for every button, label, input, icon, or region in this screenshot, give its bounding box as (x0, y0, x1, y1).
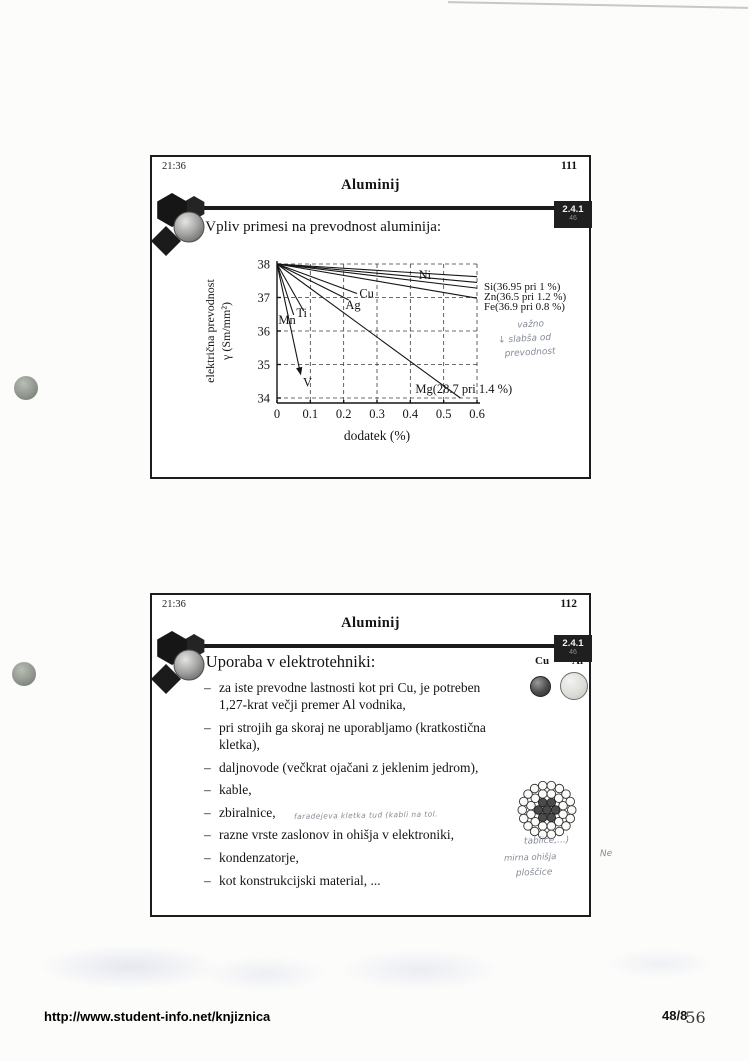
handwritten-note-conductivity (497, 315, 599, 362)
svg-text:Cu: Cu (359, 286, 374, 301)
list-item: – razne vrste zaslonov in ohišja v elektroniki, (204, 827, 455, 843)
slide-number: 112 (560, 598, 577, 610)
badge-number: 2.4.1 (562, 204, 584, 215)
al-wire-cross-section (560, 672, 588, 700)
svg-text:34: 34 (257, 391, 270, 406)
svg-text:Ag: Ag (345, 298, 361, 313)
svg-text:35: 35 (257, 358, 270, 372)
handwritten-line: važno (516, 319, 545, 331)
handwritten-note: tablice,...) (523, 835, 570, 847)
scan-smudge-artifact (0, 922, 750, 1007)
svg-text:Mg(28.7 pri 1.4 %): Mg(28.7 pri 1.4 %) (415, 381, 513, 396)
bullet-text: Uporaba v elektrotehniki: (205, 652, 376, 671)
svg-text:0.1: 0.1 (302, 407, 319, 421)
svg-text:36: 36 (257, 324, 270, 339)
badge-subnumber: 46 (569, 649, 577, 656)
svg-text:0.2: 0.2 (335, 407, 352, 421)
footer-url: http://www.student-info.net/knjiznica (44, 1009, 271, 1024)
handwritten-line: ↓ slabša od (497, 332, 552, 346)
hole-punch-top (14, 376, 38, 400)
bullet-text: Vpliv primesi na prevodnost aluminija: (205, 219, 442, 235)
svg-text:0: 0 (273, 407, 281, 421)
title-rule (204, 206, 584, 210)
svg-text:0.3: 0.3 (369, 407, 385, 421)
section-badge (554, 635, 592, 662)
cu-wire-cross-section (530, 676, 551, 697)
list-item: – zbiralnice, (204, 804, 276, 820)
scan-edge-artifact (448, 1, 748, 19)
svg-text:37: 37 (257, 291, 270, 305)
slide-time: 21:36 (162, 161, 186, 172)
footer-page-indicator (662, 1008, 706, 1027)
handwritten-note: Ne (599, 848, 613, 860)
svg-text:0.6: 0.6 (469, 407, 485, 421)
list-item: – pri strojih ga skoraj ne uporabljamo (kratkostična kletka), (204, 719, 486, 752)
svg-text:Ti: Ti (296, 305, 308, 320)
handwritten-note: mirna ohišja (503, 852, 557, 864)
svg-text:Si(36.95 pri 1 %): Si(36.95 pri 1 %) (484, 280, 561, 293)
svg-text:Ni: Ni (418, 268, 432, 283)
list-item: – za iste prevodne lastnosti kot pri Cu, je potreben 1,27-krat večji premer Al vodnika, (204, 680, 481, 713)
handwritten-note-faraday: faradejeva kletka tud (kabli na tol. (293, 809, 438, 822)
hole-punch-bottom (12, 662, 36, 686)
cu-label: Cu (535, 655, 550, 667)
svg-text:0.4: 0.4 (402, 407, 419, 421)
title-rule (204, 644, 584, 648)
svg-text:V: V (303, 375, 313, 390)
list-item: – kot konstrukcijski material, ... (204, 872, 381, 888)
slide-112 (150, 593, 591, 917)
svg-text:Fe(36.9 pri 0.8 %): Fe(36.9 pri 0.8 %) (484, 300, 565, 313)
svg-text:Zn(36.5 pri 1.2 %): Zn(36.5 pri 1.2 %) (484, 290, 567, 303)
list-item: – daljnovode (večkrat ojačani z jeklenim jedrom), (204, 759, 479, 775)
svg-text:električna prevodnost: električna prevodnost (203, 279, 217, 383)
hexagon-logo (144, 184, 216, 262)
slide-111 (150, 155, 591, 479)
hexagon-logo (144, 622, 216, 700)
usage-list (204, 679, 504, 894)
svg-text:dodatek (%): dodatek (%) (343, 428, 411, 443)
slide-number: 111 (561, 160, 577, 172)
list-item: – kondenzatorje, (204, 850, 299, 866)
badge-subnumber: 46 (569, 215, 577, 222)
badge-number: 2.4.1 (562, 638, 584, 649)
slide-time: 21:36 (162, 599, 186, 610)
handwritten-page-number: 56 (685, 1008, 706, 1027)
svg-text:γ (Sm/mm²): γ (Sm/mm²) (219, 302, 233, 360)
handwritten-line: prevodnost (504, 346, 556, 360)
slide-title: Aluminij (341, 177, 400, 193)
slide-bullet (188, 652, 375, 672)
svg-text:0.5: 0.5 (435, 407, 452, 421)
printed-page-number: 48/8 (662, 1008, 688, 1023)
handwritten-note: ploščice (515, 867, 553, 879)
svg-text:Mn: Mn (278, 312, 296, 327)
slide-bullet (188, 219, 441, 236)
slide-title: Aluminij (341, 615, 400, 631)
section-badge (554, 201, 592, 228)
list-item: – kable, (204, 782, 252, 798)
svg-text:38: 38 (257, 257, 270, 272)
